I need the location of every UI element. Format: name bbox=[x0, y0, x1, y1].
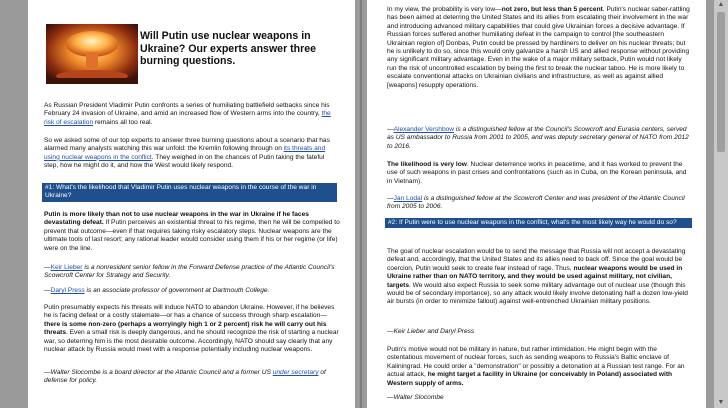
alexander-vershbow-link[interactable]: Alexander Vershbow bbox=[393, 126, 455, 133]
daryl-press-bio: —Daryl Press is an associate professor of government at Dartmouth College. bbox=[44, 287, 270, 294]
intro-paragraph-2: So we asked some of our top experts to answer three burning questions about a scenario that has alarmed many analysts watching this war unfold: the Kremlin following through on its threats and using nuclear weapons in the conflict. They weighed in on the chances of Putin taking the fateful step, how he might do it, and how the West would likely respond. bbox=[44, 137, 330, 170]
response-1-paragraph: In my view, the probability is very low—not zero, but less than 5 percent. Putin's nuclear saber-rattling has been aimed at deterring the United States and its allies from escalating their involvement in the war and introducing advanced military capabilities that could give Ukrainian forces a decisive advantage. If Russian forces suffered another humiliating defeat in the campaign to control [the southeastern Ukrainian region of] Donbas, Putin could be pressed by hardliners to deliver on his nuclear threats; but he is unlikely to do so, since this would only galvanize a harsh US and allied response without providing any significant military advantage. Even in the wake of a major military setback, Putin would not likely run the risk of uncontrolled escalation by being the first to break the nuclear taboo. He is more likely to escalate conventional attacks on Ukrainian civilians and infrastructure, as well as against allied [weapons] resupply operations. bbox=[387, 6, 690, 89]
triangle-up-icon[interactable]: ▲ bbox=[717, 1, 725, 8]
walter-slocombe-bio: —Walter Slocombe is a board director at the Atlantic Council and a former US under secretary of defense for policy. bbox=[44, 369, 326, 385]
keir-lieber-bio: —Keir Lieber is a nonresident senior fellow in the Forward Defense practice of the Atlantic Council's Scowcroft Center for Strategy and Security. bbox=[44, 264, 335, 280]
viewer-margin-left bbox=[0, 0, 28, 408]
risk-of-escalation-link[interactable]: the risk of escalation bbox=[44, 110, 331, 126]
keir-lieber-link[interactable]: Keir Lieber bbox=[50, 264, 83, 271]
question-2-heading: #2: If Putin were to use nuclear weapons in the conflict, what's the most likely way he would do so? bbox=[385, 218, 692, 228]
vertical-scrollbar[interactable] bbox=[714, 0, 728, 408]
nuclear-explosion-image bbox=[46, 24, 138, 84]
nuclear-threats-link[interactable]: its threats and using nuclear weapons in the conflict bbox=[44, 145, 326, 161]
triangle-down-icon[interactable]: ▼ bbox=[717, 399, 725, 406]
page-divider bbox=[355, 0, 367, 408]
page-right bbox=[367, 0, 706, 408]
response-3-paragraph: The goal of nuclear escalation would be to send the message that Russia will not accept a devastating defeat and, accordingly, that the United States and its allies need to back off. Since the goal would be coercion, Putin would seek to create fear instead of rage. Thus, nuclear weapons would be used in Ukraine rather than on NATO territory, and they would be used against military, not civilian, targets. We would also expect Russia to seek some military advantage out of nuclear use (though this would be of secondary importance), so any attack would likely involve detonating half a dozen low-yield air bursts (in order to minimize fallout) against well-entrenched Ukrainian military positions. bbox=[387, 248, 688, 306]
jan-lodal-bio: —Jan Lodal is a distinguished fellow at the Scowcroft Center and was president of the Atlantic Council from 2005 to 2006. bbox=[387, 195, 685, 211]
answer-1b-paragraph: Putin presumably expects his threats will induce NATO to abandon Ukraine. However, if he believes he is facing defeat or a costly stalemate—or has a chance of success through sharp escalation—there is some non-zero (perhaps a worryingly high 1 or 2 percent) risk he will carry out his threats. Even a small risk is deeply dangerous, and he should recognize the risk of starting a nuclear war, so deterring him is the most desirable outcome. Accordingly, NATO should say clearly that any nuclear attack by Russia would meet with a response potentially including nuclear weapons. bbox=[44, 304, 339, 354]
article-title: Will Putin use nuclear weapons in Ukraine? Our experts answer three burning questions. bbox=[140, 30, 317, 68]
scrollbar-thumb[interactable] bbox=[717, 12, 725, 152]
daryl-press-link[interactable]: Daryl Press bbox=[50, 287, 85, 294]
intro-paragraph-1: As Russian President Vladimir Putin confronts a series of humiliating battlefield setbacks since his February 24 invasion of Ukraine, and amid an increased flow of Western arms into the country, the risk of escalation remains all too real. bbox=[44, 102, 331, 126]
response-2-paragraph: The likelihood is very low. Nuclear deterrence works in peacetime, and it has worked to prevent the use of such weapons in past crises and confrontations (such as in Cuba, on the Korean peninsula, and in Vietnam). bbox=[387, 161, 687, 185]
question-1-heading: #1: What's the likelihood that Vladimir Putin uses nuclear weapons in the course of the war in Ukraine? bbox=[42, 183, 337, 202]
under-secretary-link[interactable]: under secretary bbox=[272, 369, 319, 376]
viewer-margin-right bbox=[706, 0, 714, 408]
page-left bbox=[28, 0, 355, 408]
lieber-press-byline: —Keir Lieber and Daryl Press bbox=[387, 328, 475, 335]
answer-1-paragraph: Putin is more likely than not to use nuclear weapons in the war in Ukraine if he faces devastating defeat. If Putin perceives an existential threat to his regime, then he will be compelled to prevent that outcome—even if that requires taking risky escalatory steps. Nuclear weapons are the ultimate tools of last resort; any rational leader would consider using them if his or her regime (or life) were on the line. bbox=[44, 211, 340, 252]
alexander-vershbow-bio: —Alexander Vershbow is a distinguished fellow at the Council's Scowcroft and Eurasia centers, served as US ambassador to Russia from 2001 to 2005, and was deputy secretary general of NATO from 2012 to 2016. bbox=[387, 126, 689, 150]
response-4-paragraph: Putin's motive would not be military in nature, but rather intimidation. He might begin with the ostentatious movement of nuclear forces, such as sending weapons to Russia's Baltic enclave of Kaliningrad. He could order a "demonstration" or possibly a detonation at a Russian test range. For an actual attack, he might target a facility in Ukraine (or conceivably in Poland) associated with Western supply of arms. bbox=[387, 346, 685, 387]
jan-lodal-link[interactable]: Jan Lodal bbox=[393, 195, 423, 202]
walter-slocombe-byline: —Walter Slocombe bbox=[387, 394, 444, 401]
